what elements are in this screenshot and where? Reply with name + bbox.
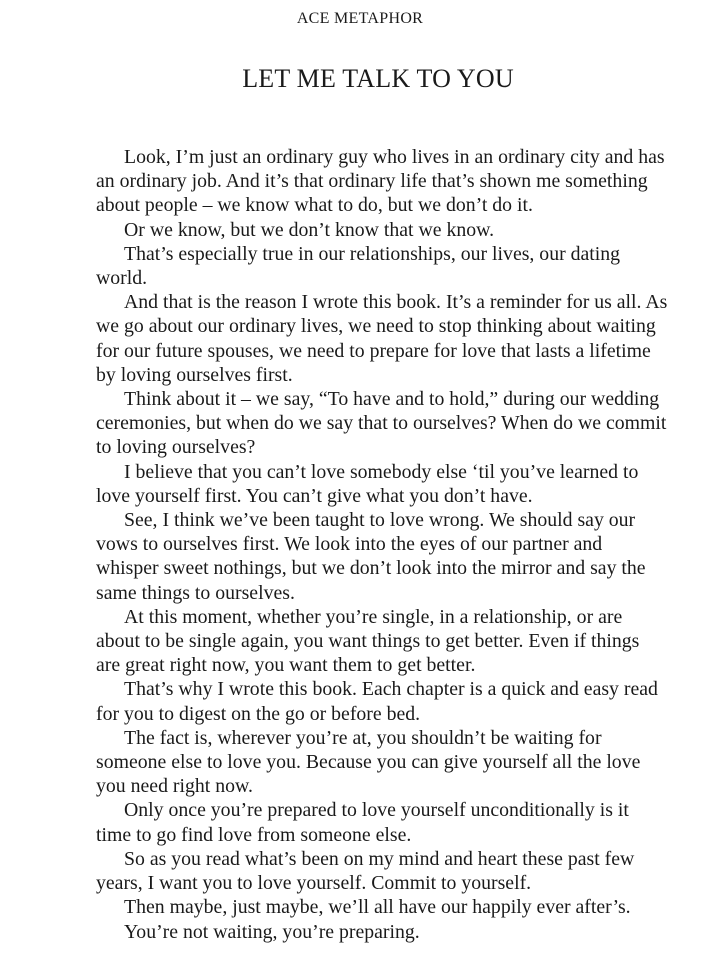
paragraph: Look, I’m just an ordinary guy who lives in an ordinary city and has an ordinary job. And it’s that ordinary life that’s shown me something about people – we know what to do, but we don’t do it.	[96, 146, 665, 217]
running-head: ACE METAPHOR	[296, 10, 424, 27]
paragraph: That’s especially true in our relationships, our lives, our dating world.	[96, 242, 621, 290]
paragraph: At this moment, whether you’re single, in a relationship, or are about to be single again, you want things to get better. Even if things are great right now, you want them to get better.	[96, 605, 640, 677]
paragraph: So as you read what’s been on my mind and heart these past few years, I want you to love yourself. Commit to yourself.	[96, 847, 635, 895]
paragraph: I believe that you can’t love somebody else ‘til you’ve learned to love yourself first. You can’t give what you don’t have.	[96, 460, 639, 507]
paragraph: Or we know, but we don’t know that we know.	[124, 218, 495, 241]
paragraph: That’s why I wrote this book. Each chapter is a quick and easy read for you to digest on the go or before bed.	[96, 678, 658, 725]
paragraph: The fact is, wherever you’re at, you shouldn’t be waiting for someone else to love you. Because you can give yourself all the love you need right now.	[96, 726, 641, 798]
body-text	[96, 145, 668, 944]
chapter-title: LET ME TALK TO YOU	[242, 64, 514, 93]
paragraph: Think about it – we say, “To have and to hold,” during our wedding ceremonies, but when do we say that to ourselves? When do we commit to loving ourselves?	[96, 388, 667, 459]
paragraph: Only once you’re prepared to love yourself unconditionally is it time to go find love from someone else.	[96, 799, 629, 846]
paragraph: Then maybe, just maybe, we’ll all have our happily ever after’s.	[124, 896, 631, 919]
paragraph: You’re not waiting, you’re preparing.	[124, 920, 420, 943]
paragraph: See, I think we’ve been taught to love wrong. We should say our vows to ourselves first. We look into the eyes of our partner and whisper sweet nothings, but we don’t look into the mirror and say the same things to ourselves.	[96, 509, 646, 604]
paragraph: And that is the reason I wrote this book. It’s a reminder for us all. As we go about our ordinary lives, we need to stop thinking about waiting for our future spouses, we need to prepare for love that lasts a lifetime by loving ourselves first.	[96, 291, 668, 386]
